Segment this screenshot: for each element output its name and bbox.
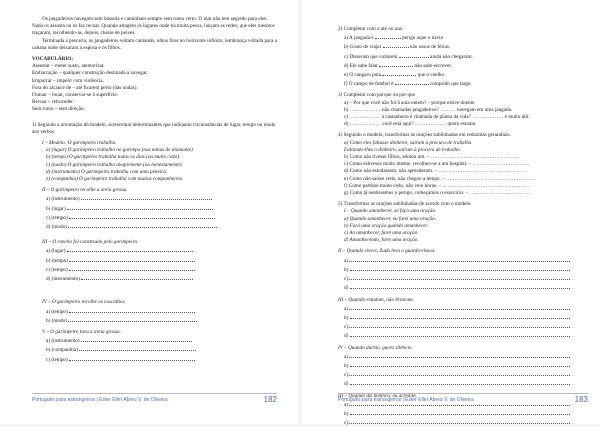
answer-blank[interactable]: [350, 409, 570, 415]
exercise-line-text: a) Quando amanhecer, eu farei uma oração.: [344, 215, 437, 222]
fill-in-text: c) Disseram que voltarem: [344, 53, 399, 60]
answer-line-text: a) (lugar): [46, 248, 66, 255]
right-section-3-title: III – Quando estudam, não brincam.: [338, 296, 414, 303]
answer-blank[interactable]: [350, 283, 570, 289]
answer-line-text: b): [344, 410, 349, 417]
exercise-line-text: b) Fará uma oração quando amanhecer.: [344, 222, 429, 229]
answer-line: [46, 246, 277, 255]
transform-line-text: a) Como eles faltasse dinheiro, saíram à procura de trabalho.: [344, 139, 473, 146]
question-1-instruction: 1) Segundo a orientação do modelo, acrescentar determinantes que indiquem circunstâncias de lugar, tempo ou modo aos verbos: [32, 121, 276, 135]
model-title: I – Modelo: O garimpeiro trabalha.: [42, 140, 117, 147]
section-3-items: [32, 246, 277, 283]
vocabulary-item: [32, 63, 277, 70]
fill-in-item: [344, 33, 588, 42]
answer-line: [344, 370, 588, 379]
fill-in-item: [344, 70, 588, 79]
exercise-line: [344, 121, 588, 128]
intro-paragraph-1: Os jangadeiros navegam sem bússola e caminham sempre sem rumo certo. O mar não tem segredo para eles. Nada os assusta ou os faz recuar. Quando atingem os lugares onde há muita pesca, lançam as redes, que eles mesmos traçaram, recolhendo-as, depois, cheias de peixes.: [32, 16, 275, 37]
answer-line: [46, 274, 277, 283]
exercise-line-text: I – Quando amanhecer, só faço uma oração.: [344, 208, 437, 215]
answer-line: [344, 352, 588, 361]
answer-blank[interactable]: [349, 322, 569, 328]
answer-blank[interactable]: [67, 204, 213, 210]
answer-blank[interactable]: [399, 52, 429, 58]
answer-line-text: a) (instrumento): [46, 196, 80, 203]
answer-line: [344, 379, 588, 388]
transform-line: [344, 183, 588, 190]
right-section-4-title: IV – Quando durmo, quero silêncio.: [338, 344, 413, 351]
answer-blank[interactable]: [69, 213, 215, 219]
answer-line: [46, 265, 277, 274]
answer-line: [46, 194, 277, 203]
question-4-title: 4) Segundo o modelo, transformar as orações sublinhadas em reduzidas gerundiais.: [338, 132, 511, 139]
answer-blank[interactable]: [69, 256, 195, 262]
left-page: [0, 0, 298, 424]
exercise-line: [344, 107, 588, 114]
answer-blank[interactable]: [81, 336, 193, 342]
vocabulary-item-text: Fora do alcance de – até ficarem perto (das ondas).: [32, 84, 138, 91]
vocabulary-item: [32, 85, 277, 92]
transform-line-text: d) Como não estudassem, não aprenderam. – ……………………………………………: [344, 168, 527, 175]
transform-line: [344, 168, 588, 175]
answer-line-text: d) (instrumento): [46, 276, 80, 283]
answer-line-text: b): [344, 362, 349, 369]
fill-in-text: f) O campo de futebol é: [344, 81, 395, 88]
answer-blank[interactable]: [79, 345, 195, 351]
model-line: [46, 169, 277, 176]
answer-blank[interactable]: [375, 33, 401, 39]
question-4-items: [338, 140, 588, 198]
fill-in-text: b) Gosto de viajar: [344, 44, 383, 51]
answer-line: [46, 256, 277, 265]
answer-line: [344, 304, 588, 313]
right-footer: [338, 393, 588, 408]
transform-line-text: Faltando-lhes o dinheiro, saíram à procura de trabalho.: [344, 146, 462, 153]
transform-line: [344, 190, 588, 197]
fill-in-text: perigo aque o navio: [400, 35, 444, 42]
question-2-items: [338, 33, 588, 88]
fill-in-text: que o coelho.: [416, 72, 446, 79]
section-2-title: II – O garimpeiro recolhe a areia grossa.: [42, 187, 128, 194]
answer-blank[interactable]: [349, 304, 569, 310]
answer-line-text: c) (tempo): [46, 266, 68, 273]
answer-line-text: a) (tempo): [46, 308, 68, 315]
answer-line-text: b): [344, 266, 349, 273]
vocabulary-item-text: Flutuar – boiar, conservar-se à superfície.: [32, 92, 118, 99]
exercise-line: [344, 216, 588, 223]
section-2-items: [32, 194, 277, 231]
answer-blank[interactable]: [81, 274, 193, 280]
exercise-line: [344, 208, 588, 215]
answer-line-text: c): [344, 324, 349, 331]
answer-line: [46, 213, 277, 222]
vocabulary-item-text: Empurrar – impelir com violência.: [32, 77, 104, 84]
section-3-title: III – O rancho foi construído pelo garimpeiro.: [42, 239, 139, 246]
answer-line: [46, 307, 277, 316]
answer-line-text: c): [344, 276, 349, 283]
answer-line-text: b) (tempo): [46, 257, 69, 264]
transform-line: [344, 176, 588, 183]
model-lines: [32, 147, 277, 183]
exercise-line-text: c) Ao amanhecer, farei uma oração.: [344, 230, 419, 237]
answer-line-text: d): [344, 381, 349, 388]
answer-line: [344, 256, 588, 265]
transform-line-text: b) Como não tivesse filhos, adotou um. – ……………………………………………: [344, 154, 519, 161]
answer-line-text: c): [344, 372, 349, 379]
answer-line: [46, 336, 277, 345]
model-line-text: b) (tempo) O garimpeiro trabalha todos os dias (ou muito cedo).: [46, 154, 181, 161]
answer-line: [46, 345, 277, 354]
answer-line: [344, 265, 588, 274]
transform-line: [344, 147, 588, 154]
answer-line: [46, 222, 277, 231]
section-5-title: V – O garimpeiro lava a areia grossa.: [42, 328, 121, 335]
model-line: [46, 176, 277, 183]
answer-line-text: b): [344, 314, 349, 321]
right-section-2-items: [338, 256, 588, 293]
answer-line-text: a): [344, 305, 349, 312]
transform-line-text: g) Como já sentissemos o perigo, começamos o exercício. – ………………………………: [344, 190, 532, 197]
model-line: [46, 162, 277, 169]
fill-in-item: [344, 42, 588, 51]
exercise-line-text: c) ……………… a castanheira é chamada de planta da vida? ……………… é muito útil.: [344, 114, 530, 121]
page-number: 182: [263, 395, 277, 404]
model-line-text: a) (lugar) O garimpeiro trabalha no garimpo (nas minas de diamante).: [46, 147, 195, 154]
answer-blank[interactable]: [81, 194, 213, 200]
answer-line: [344, 322, 588, 331]
right-page: [302, 0, 600, 427]
exercise-line: [344, 223, 588, 230]
exercise-line-text: a) – Por que você não foi à aula ontem? – porque estive doente.: [344, 99, 476, 106]
right-section-5-title: III – Quando diz mentira, eu acredito.: [338, 392, 418, 399]
footer-text: Português para estrangeiros | Ester Eller Abreu V. de Oliveira: [338, 397, 474, 403]
answer-line: [46, 316, 277, 325]
fill-in-item: [344, 52, 588, 61]
answer-blank[interactable]: [350, 331, 570, 337]
intro-paragraph-2: Terminada a pescaria, os jangadeiros voltam cantando, olhos fitos no horizonte infinito, lembrança voltada para a cabana onde deixaram a esposa e os filhos.: [32, 37, 278, 51]
fill-in-text: a) A jangada é: [344, 35, 375, 42]
section-4-items: [32, 307, 277, 325]
vocabulary-item: [32, 106, 277, 113]
right-section-2-title: II – Quando chove, Zuda leva o guarda-chuva.: [338, 248, 436, 255]
answer-blank[interactable]: [349, 418, 569, 424]
vocabulary-item-text: Embarcação – qualquer construção destinada a navegar.: [32, 70, 148, 77]
answer-blank[interactable]: [382, 70, 416, 76]
answer-line: [344, 418, 588, 427]
fill-in-item: [344, 79, 588, 88]
answer-line: [344, 409, 588, 418]
fill-in-text: comprido que largo.: [428, 81, 472, 88]
section-4-title: IV – O garimpeiro recolhe os cascalhos.: [42, 299, 126, 306]
answer-blank[interactable]: [350, 379, 570, 385]
vocabulary-item: [32, 78, 277, 85]
exercise-line-text: d) Amanhecendo, farei uma oração.: [344, 237, 419, 244]
vocabulary-item: [32, 92, 277, 99]
transform-line-text: c) Como estivesse muito doente, recolheu-se a um hospital. – ……………………………: [344, 161, 530, 168]
exercise-line: [344, 237, 588, 244]
answer-line-text: a) (instrumento): [46, 338, 80, 345]
answer-blank[interactable]: [69, 265, 195, 271]
question-3-title: 3) Completar com porque ou por que: [338, 92, 415, 99]
question-3-items: [338, 100, 588, 129]
question-2-title: 2) Completar com o até ou nas:: [338, 26, 404, 32]
answer-line-text: a): [344, 257, 349, 264]
exercise-line-text: b) ……………… não chamadas jangadeiros? ……… navegam em uma jangada.: [344, 106, 513, 113]
answer-line: [344, 331, 588, 340]
answer-line-text: c): [344, 420, 349, 427]
fill-in-text: d) Ele sabe falar: [344, 62, 380, 69]
answer-line: [344, 361, 588, 370]
fill-in-text: não sabe escrever.: [413, 62, 453, 69]
vocabulary-list: [32, 63, 277, 113]
answer-line: [46, 204, 277, 213]
answer-line-text: d): [344, 333, 349, 340]
answer-line: [344, 283, 588, 292]
right-section-4-items: [338, 352, 588, 389]
vocabulary-item: [32, 70, 277, 77]
vocabulary-item: [32, 99, 277, 106]
answer-blank[interactable]: [395, 79, 429, 85]
answer-line-text: a): [344, 353, 349, 360]
fill-in-text: e) O cangaru pula: [344, 72, 383, 79]
answer-blank[interactable]: [69, 307, 195, 313]
left-footer: [32, 393, 277, 408]
section-5-items: [32, 336, 277, 364]
answer-blank[interactable]: [379, 61, 413, 67]
model-line-text: d) (instrumento) O garimpeiro trabalha com uma peneira.: [46, 168, 168, 175]
model-line: [46, 154, 277, 161]
fill-in-text: ainda não chegaram.: [428, 53, 473, 60]
answer-line-text: a): [344, 401, 349, 408]
answer-blank[interactable]: [383, 42, 409, 48]
fill-in-text: não ossos de férias.: [408, 44, 451, 51]
answer-blank[interactable]: [350, 265, 570, 271]
page-number: 183: [574, 395, 588, 404]
vocabulary-title: VOCABULÁRIO:: [32, 56, 74, 63]
question-5-title: 5) Transformar as orações sublinhadas de acordo com o modelo.: [338, 201, 472, 208]
answer-line-text: b) (companhia): [46, 347, 78, 354]
answer-blank[interactable]: [67, 246, 193, 252]
answer-blank[interactable]: [349, 370, 569, 376]
answer-blank[interactable]: [350, 313, 570, 319]
vocabulary-item-text: Assustar – meter susto, atemorizar.: [32, 63, 105, 70]
vocabulary-item-text: Recuar – retroceder.: [32, 99, 74, 106]
answer-blank[interactable]: [349, 256, 569, 262]
model-line-text: c) (modo) O garimpeiro trabalha alegremente (ou honestamente).: [46, 161, 183, 168]
transform-line-text: f) Como partisse muito cedo, não veio horas. – ……………………………………………: [344, 182, 531, 189]
right-section-3-items: [338, 304, 588, 341]
answer-blank[interactable]: [349, 274, 569, 280]
model-line-text: e) (companhia) O garimpeiro trabalha com muitos companheiros.: [46, 176, 184, 183]
transform-line: [344, 140, 588, 147]
fill-in-item: [344, 61, 588, 70]
left-page-content: [32, 16, 277, 364]
answer-line-text: b) (modo): [46, 317, 67, 324]
answer-blank[interactable]: [349, 352, 569, 358]
question-5-model: [338, 208, 588, 244]
answer-blank[interactable]: [69, 355, 195, 361]
answer-line-text: c) (tempo): [46, 214, 68, 221]
exercise-line: [344, 100, 588, 107]
exercise-line-text: d) ……………… você está aqui? ……………… quero estudar.: [344, 121, 477, 128]
answer-line: [344, 313, 588, 322]
answer-line: [46, 355, 277, 364]
answer-line: [344, 274, 588, 283]
answer-blank[interactable]: [68, 316, 196, 322]
footer-text: Português para estrangeiros | Ester Eller Abreu V. de Oliveira: [32, 397, 168, 403]
answer-line-text: c) (tempo): [46, 356, 68, 363]
answer-line-text: b) (lugar): [46, 205, 66, 212]
answer-blank[interactable]: [68, 222, 216, 228]
answer-blank[interactable]: [350, 361, 570, 367]
answer-line-text: d) (modo): [46, 224, 67, 231]
answer-line-text: d): [344, 285, 349, 292]
transform-line-text: e) Como não saísse cedo, não chegou a tempo. – ……………………………………………: [344, 175, 535, 182]
vocabulary-item-text: Sem rumo – sem direção.: [32, 106, 85, 113]
right-page-content: [338, 26, 588, 427]
